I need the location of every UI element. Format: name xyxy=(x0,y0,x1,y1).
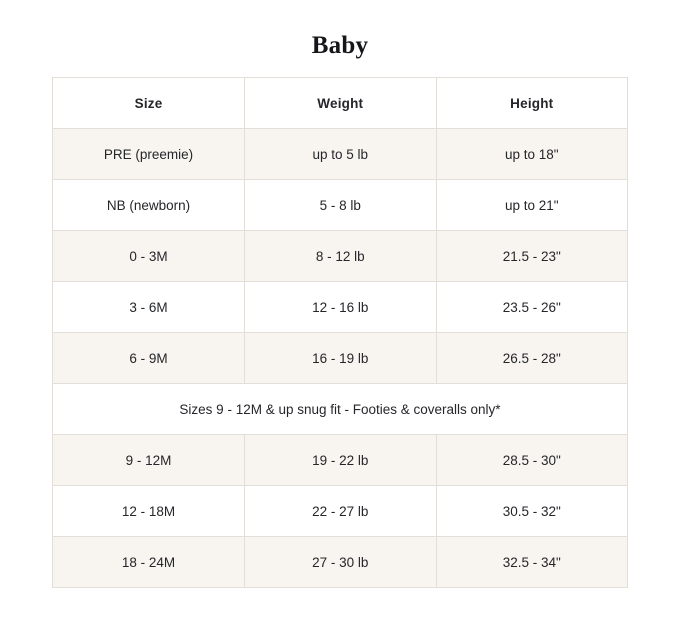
cell-height: 21.5 - 23" xyxy=(436,231,627,282)
cell-weight: up to 5 lb xyxy=(245,129,436,180)
cell-size: 9 - 12M xyxy=(53,435,245,486)
cell-size: NB (newborn) xyxy=(53,180,245,231)
cell-weight: 16 - 19 lb xyxy=(245,333,436,384)
column-header-size: Size xyxy=(53,78,245,129)
cell-size: PRE (preemie) xyxy=(53,129,245,180)
table-note-row xyxy=(53,384,628,435)
cell-size: 12 - 18M xyxy=(53,486,245,537)
cell-height: up to 18" xyxy=(436,129,627,180)
page-title: Baby xyxy=(311,32,369,59)
size-chart-table xyxy=(52,77,628,588)
table-header xyxy=(53,78,628,129)
cell-height: 32.5 - 34" xyxy=(436,537,627,588)
cell-size: 18 - 24M xyxy=(53,537,245,588)
table-body xyxy=(53,129,628,588)
column-header-height: Height xyxy=(436,78,627,129)
cell-height: 30.5 - 32" xyxy=(436,486,627,537)
snug-fit-note: Sizes 9 - 12M & up snug fit - Footies & coveralls only* xyxy=(53,384,628,435)
column-header-weight: Weight xyxy=(245,78,436,129)
cell-size: 0 - 3M xyxy=(53,231,245,282)
cell-weight: 19 - 22 lb xyxy=(245,435,436,486)
table-row xyxy=(53,435,628,486)
cell-height: up to 21" xyxy=(436,180,627,231)
cell-size: 3 - 6M xyxy=(53,282,245,333)
cell-weight: 8 - 12 lb xyxy=(245,231,436,282)
cell-weight: 27 - 30 lb xyxy=(245,537,436,588)
cell-height: 26.5 - 28" xyxy=(436,333,627,384)
table-row xyxy=(53,537,628,588)
table-header-row xyxy=(53,78,628,129)
cell-weight: 5 - 8 lb xyxy=(245,180,436,231)
table-row xyxy=(53,282,628,333)
cell-height: 23.5 - 26" xyxy=(436,282,627,333)
table-row xyxy=(53,333,628,384)
table-row xyxy=(53,231,628,282)
table-row xyxy=(53,180,628,231)
table-row xyxy=(53,129,628,180)
table-row xyxy=(53,486,628,537)
cell-height: 28.5 - 30" xyxy=(436,435,627,486)
cell-weight: 12 - 16 lb xyxy=(245,282,436,333)
size-chart-table-wrapper xyxy=(52,77,628,588)
cell-weight: 22 - 27 lb xyxy=(245,486,436,537)
cell-size: 6 - 9M xyxy=(53,333,245,384)
